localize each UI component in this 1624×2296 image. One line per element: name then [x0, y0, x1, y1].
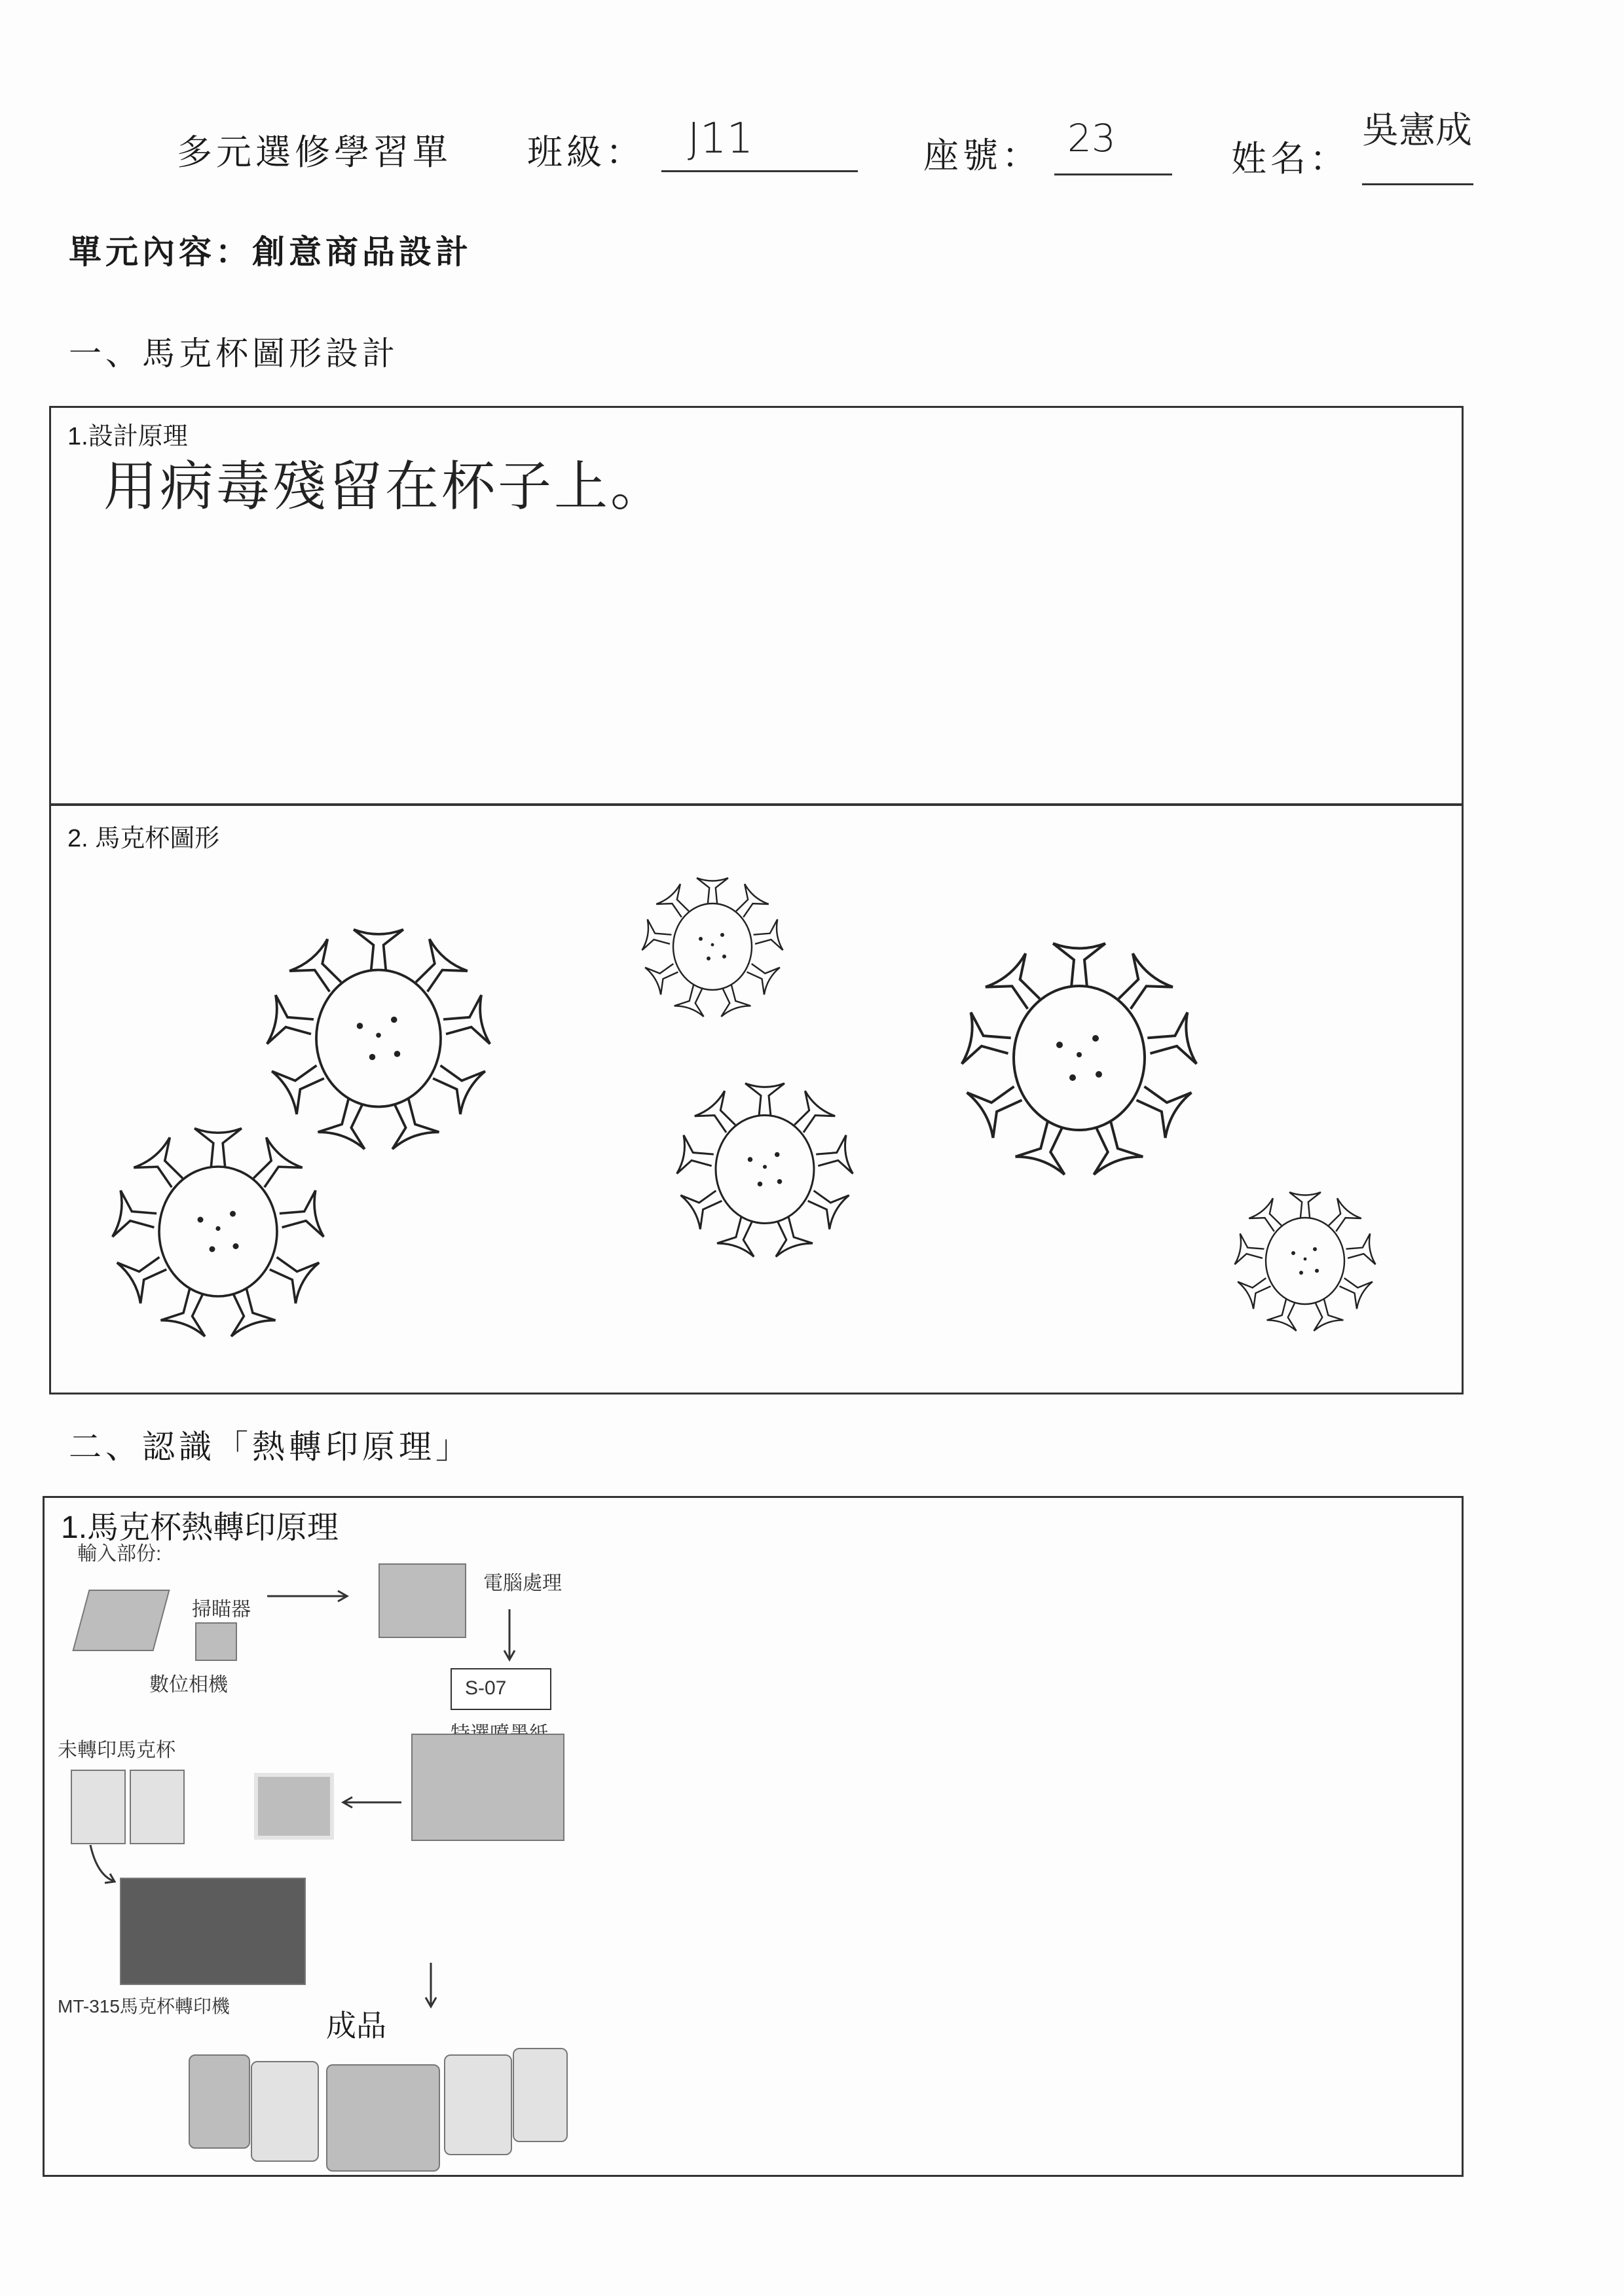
arrow-printer-to-sample — [339, 1793, 405, 1812]
print-sample-image — [254, 1773, 334, 1840]
process-diagram — [58, 1537, 568, 2176]
seat-field[interactable] — [1054, 115, 1172, 175]
section1-title: 一、馬克杯圖形設計 — [69, 335, 399, 373]
principle-text: 用病毒殘留在杯子上。 — [103, 456, 667, 518]
product-mug-5 — [513, 2048, 568, 2142]
scanner-label: 掃瞄器 — [192, 1599, 251, 1620]
paper-code-box — [451, 1668, 551, 1710]
class-field[interactable] — [661, 115, 858, 172]
scanner-image — [72, 1590, 170, 1651]
camera-label: 數位相機 — [149, 1674, 228, 1696]
mug-graphic-box — [49, 804, 1464, 1394]
arrow-machine-to-product — [418, 1963, 444, 2015]
design-principle-box — [49, 406, 1464, 805]
heat-transfer-box — [43, 1496, 1464, 2177]
section2-title: 二、認識「熱轉印原理」 — [69, 1428, 472, 1466]
arrow-computer-to-paper — [496, 1609, 523, 1668]
seat-value: 23 — [1067, 116, 1116, 160]
blank-mug-image-1 — [71, 1770, 126, 1844]
product-mug-2 — [251, 2061, 319, 2162]
class-value: J11 — [688, 115, 754, 163]
machine-label: MT-315馬克杯轉印機 — [58, 1996, 230, 2016]
class-label: 班級： — [527, 132, 645, 173]
product-mug-4 — [444, 2054, 512, 2155]
arrow-scanner-to-computer — [267, 1583, 359, 1609]
heat-press-image — [120, 1878, 306, 1985]
principle-label: 1.設計原理 — [67, 423, 188, 450]
computer-image — [378, 1563, 466, 1638]
printer-image — [411, 1734, 564, 1841]
computer-label: 電腦處理 — [483, 1573, 562, 1594]
input-label: 輸入部份: — [77, 1543, 162, 1565]
heat-transfer-label: 1.馬克杯熱轉印原理 — [61, 1510, 339, 1545]
name-field[interactable] — [1362, 98, 1473, 185]
blank-mug-label: 未轉印馬克杯 — [58, 1740, 175, 1761]
virus-drawing — [51, 806, 1462, 1393]
camera-image — [195, 1622, 237, 1661]
worksheet-title: 多元選修學習單 — [177, 132, 452, 173]
unit-content: 單元內容：創意商品設計 — [69, 232, 472, 271]
graphic-label: 2. 馬克杯圖形 — [67, 825, 220, 852]
product-label: 成品 — [326, 2009, 386, 2043]
blank-mug-image-2 — [130, 1770, 185, 1844]
name-label: 姓名： — [1231, 138, 1349, 179]
product-mug-1 — [189, 2054, 250, 2149]
seat-label: 座號： — [923, 135, 1041, 176]
product-mug-3 — [326, 2064, 440, 2172]
paper-code: S-07 — [465, 1677, 507, 1699]
name-value: 吳憲成 — [1362, 109, 1472, 152]
arrow-mug-to-machine — [84, 1845, 123, 1891]
